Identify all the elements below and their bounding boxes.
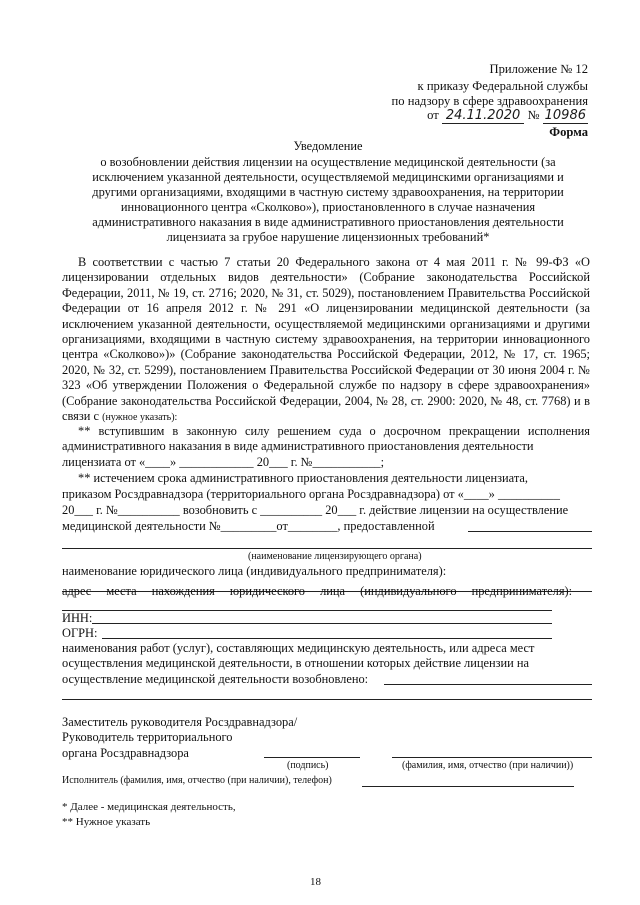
title-line-3: исключением указанной деятельности, осуществляемой медицинскими организациями и — [92, 170, 564, 184]
paragraph-expiry-3: 20___ г. №__________ возобновить с __________ 20___ г. действие лицензии на осуществление — [62, 503, 569, 517]
works-line-3: осуществление медицинской деятельности возобновлено: — [62, 672, 369, 686]
paragraph-expiry-1: ** истечением срока административного приостановления деятельности лицензиата, — [78, 471, 528, 485]
appendix-label: Приложение № 12 — [489, 62, 588, 76]
signature-caption: (подпись) — [287, 760, 329, 771]
order-date: 24.11.2020 — [442, 108, 524, 124]
paragraph-basis-text: В соответствии с частью 7 статьи 20 Федерального закона от 4 мая 2011 г. № 99-ФЗ «О лицензировании отдельных видов деятельности» (Собрание законодательства Российской Федерации, 2011, № 19, ст. 2716; 2020, № 31, ст. 5029), постановлением Правительства Российской Федерации от 16 апреля 2012 г. № 291 «О лицензировании медицинской деятельности (за исключением указанной деятельности, осуществляемой медицинскими организациями и другими организациями, входящими в частную систему здравоохранения, на территории инновационного центра «Сколково»)» (Собрание законодательства Российской Федерации, 2012, № 17, ст. 1965; 2020, № 32, ст. 5299), постановлением Правительства Российской Федерации от 30 июня 2004 г. № 323 «Об утверждении Положения о Федеральной службе по надзору в сфере здравоохранения» (Собрание законодательства Российской Федерации, 2004, № 28, ст. 2900: 2020, № 48, ст. 7768) и в связи с — [62, 255, 590, 424]
inn-label: ИНН: — [62, 611, 93, 625]
paragraph-expiry-2: приказом Росздравнадзора (территориального органа Росздравнадзора) от «____» __________ — [62, 487, 560, 501]
title-line-5: инновационного центра «Сколково»), приостановленного в случае назначения — [120, 200, 536, 214]
inn-field[interactable] — [92, 623, 552, 624]
legal-name-label: наименование юридического лица (индивидуального предпринимателя): — [62, 564, 447, 578]
number-sign: № — [527, 108, 540, 122]
footnote-2: ** Нужное указать — [62, 816, 151, 828]
footnote-1: * Далее - медицинская деятельность, — [62, 801, 236, 813]
executor-label: Исполнитель (фамилия, имя, отчество (при наличии), телефон) — [62, 775, 332, 786]
ogrn-field[interactable] — [102, 638, 552, 639]
page-number: 18 — [310, 876, 321, 888]
title-line-4: другими организациями, входящими в частную систему здравоохранения, на территории — [92, 185, 564, 199]
address-label: адрес места нахождения юридического лица (индивидуального предпринимателя): — [62, 584, 573, 598]
executor-field[interactable] — [362, 786, 574, 787]
paragraph-court: ** вступившим в законную силу решением суда о досрочном прекращении исполнения административного наказания в виде административного приостановления деятельности — [62, 424, 590, 454]
order-line-1: к приказу Федеральной службы — [417, 79, 588, 93]
title-line-6: административного наказания в виде административного приостановления деятельности — [92, 215, 564, 229]
works-line-2: осуществления медицинской деятельности, в отношении которых действие лицензии на — [62, 656, 529, 670]
signer-name-caption: (фамилия, имя, отчество (при наличии)) — [402, 760, 574, 771]
signer-name-field[interactable] — [392, 757, 592, 758]
provided-by-line[interactable] — [468, 531, 592, 532]
signature-field[interactable] — [264, 757, 360, 758]
title-line-2: о возобновлении действия лицензии на осуществление медицинской деятельности (за — [100, 155, 556, 169]
works-field-2[interactable] — [62, 699, 592, 700]
paragraph-expiry-4: медицинской деятельности №_________от________, предоставленной — [62, 519, 435, 533]
doc-title: Уведомление — [293, 139, 363, 153]
from-prefix: от — [427, 108, 439, 122]
paragraph-basis-note: (нужное указать): — [102, 412, 178, 424]
order-date-line — [427, 108, 588, 124]
licensing-body-line[interactable] — [62, 548, 592, 549]
order-number: 10986 — [544, 108, 586, 123]
signer-line-2: Руководитель территориального — [62, 730, 233, 744]
works-field[interactable] — [384, 684, 592, 685]
licensing-body-caption: (наименование лицензирующего органа) — [248, 551, 422, 562]
order-line-2: по надзору в сфере здравоохранения — [391, 94, 588, 108]
title-line-7: лицензиата за грубое нарушение лицензионных требований* — [166, 230, 490, 244]
signer-line-3: органа Росздравнадзора — [62, 746, 189, 760]
ogrn-label: ОГРН: — [62, 626, 98, 640]
works-line-1: наименования работ (услуг), составляющих медицинскую деятельность, или адреса мест — [62, 641, 535, 655]
paragraph-basis — [62, 255, 590, 425]
form-label: Форма — [549, 125, 588, 139]
paragraph-court-end: лицензиата от «____» ____________ 20___ г. №___________; — [62, 455, 385, 469]
signer-line-1: Заместитель руководителя Росздравнадзора/ — [62, 715, 298, 729]
address-line[interactable] — [62, 610, 552, 611]
